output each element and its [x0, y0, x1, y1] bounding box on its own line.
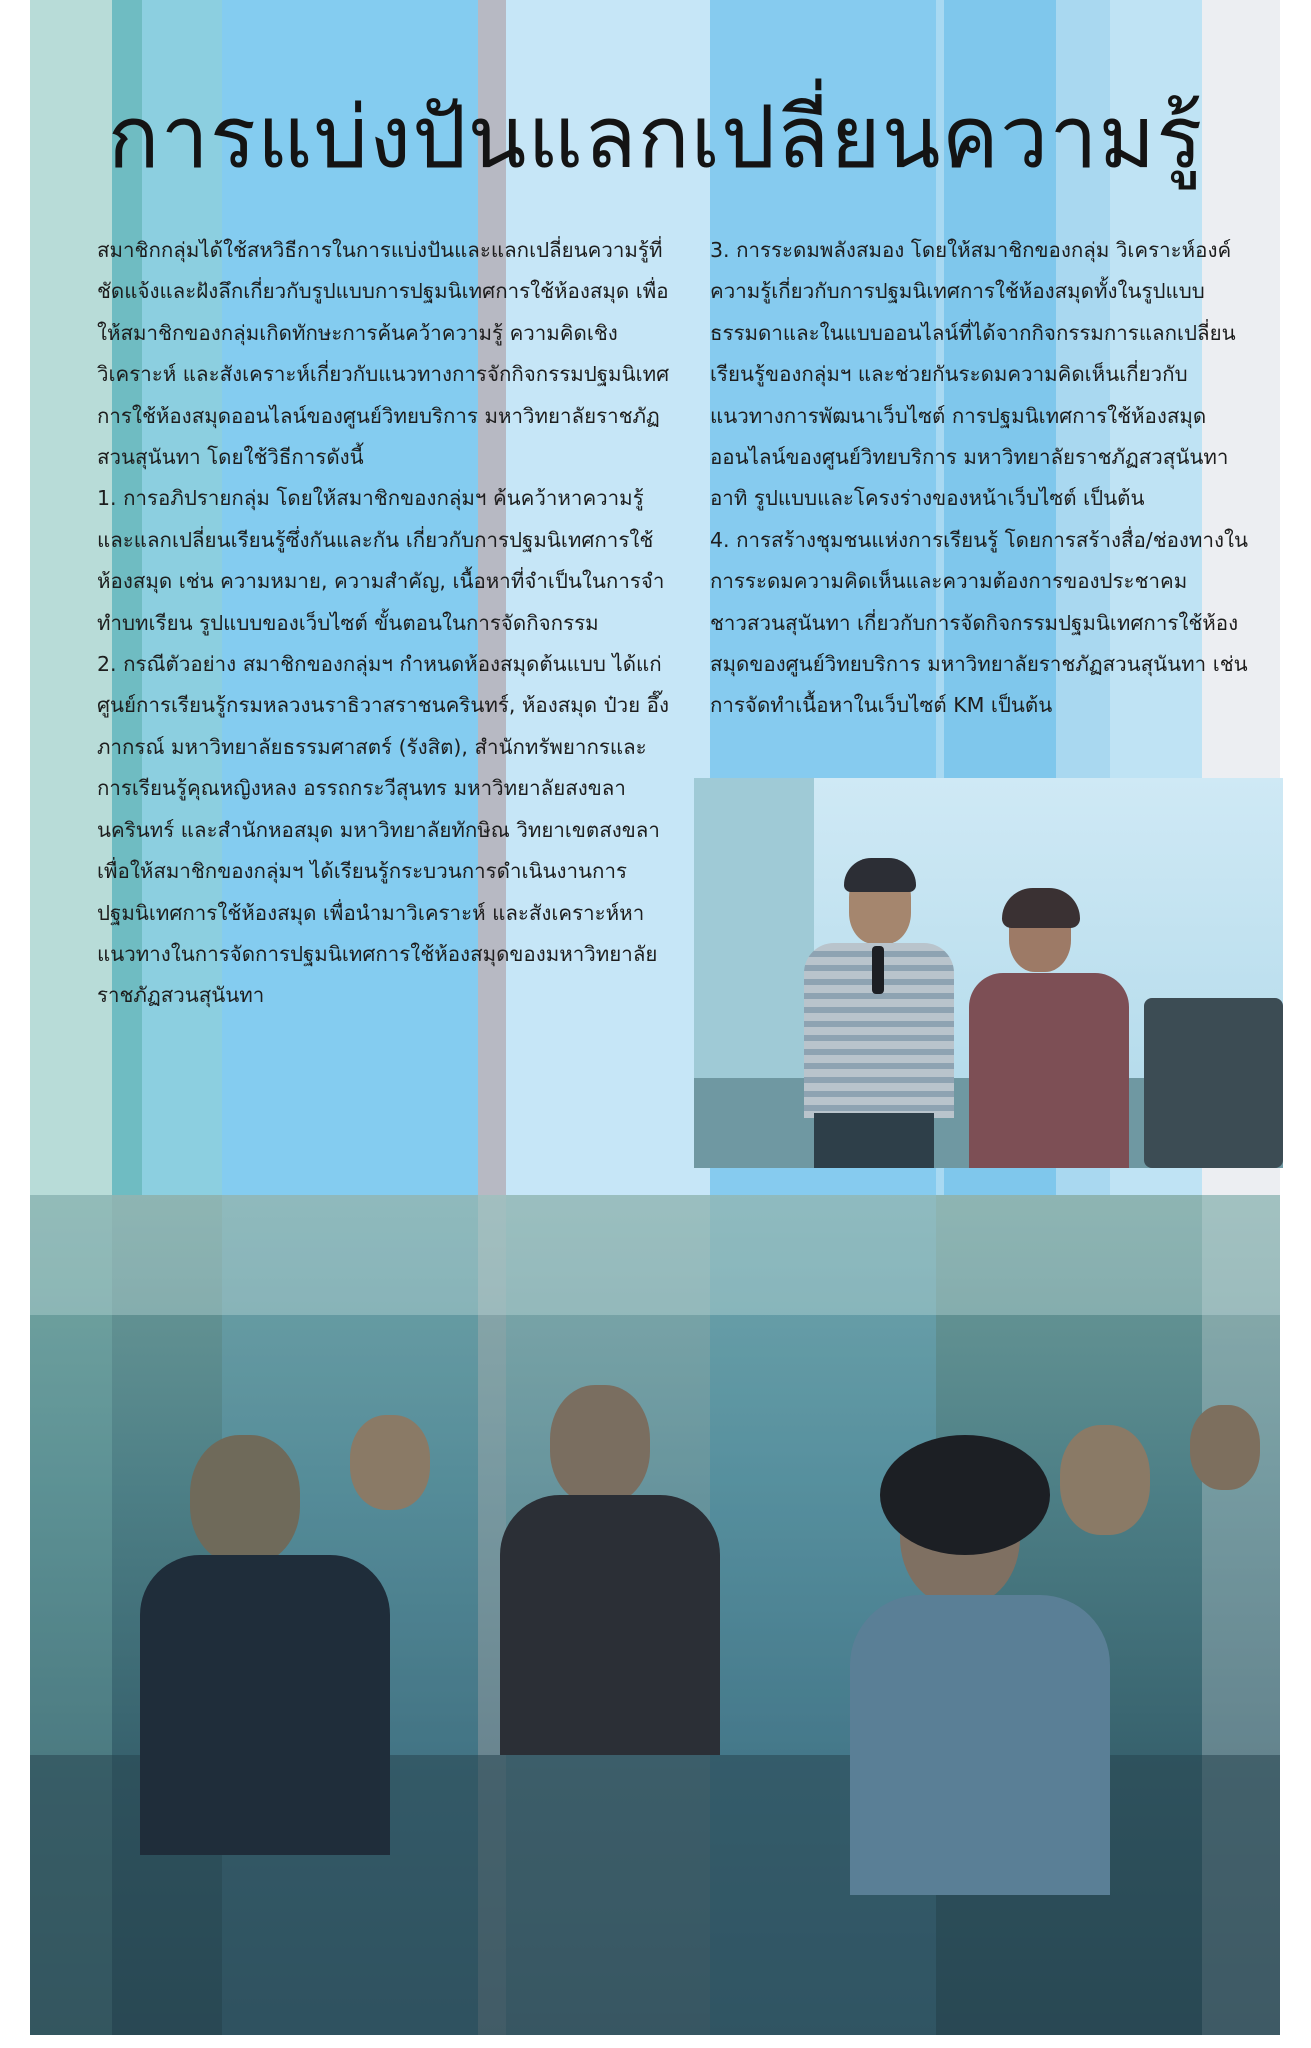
attendee [190, 1435, 300, 1565]
chair [1144, 998, 1283, 1168]
intro-paragraph: สมาชิกกลุ่มได้ใช้สหวิธีการในการแบ่งปันและแลกเปลี่ยนความรู้ที่ชัดแจ้งและฝังลึกเกี่ยวกับรูปแบบการปฐมนิเทศการใช้ห้องสมุด เพื่อให้สมาชิกของกลุ่มเกิดทักษะการค้นคว้าความรู้ ความคิดเชิงวิเคราะห์ และสังเคราะห์เกี่ยวกับแนวทางการจักกิจกรรมปฐมนิเทศการใช้ห้องสมุดออนไลน์ของศูนย์วิทยบริการ มหาวิทยาลัยราชภัฏสวนสุนันทา โดยใช้วิธีการดังนี้ [97, 238, 670, 470]
right-column [710, 230, 1250, 727]
ceiling [30, 1195, 1280, 1315]
method-item-2: 2. กรณีตัวอย่าง สมาชิกของกลุ่มฯ กำหนดห้องสมุดต้นแบบ ได้แก่ ศูนย์การเรียนรู้กรมหลวงนราธิวาสราชนครินทร์, ห้องสมุด ป๋วย อึ๊งภากรณ์ มหาวิทยาลัยธรรมศาสตร์ (รังสิต), สำนักทรัพยากรและการเรียนรู้คุณหญิงหลง อรรถกระวีสุนทร มหาวิทยาลัยสงขลานครินทร์ และสำนักหอสมุด มหาวิทยาลัยทักษิณ วิทยาเขตสงขลา เพื่อให้สมาชิกของกลุ่มฯ ได้เรียนรู้กระบวนการดำเนินงานการปฐมนิเทศการใช้ห้องสมุด เพื่อนำมาวิเคราะห์ และสังเคราะห์หาแนวทางในการจัดการปฐมนิเทศการใช้ห้องสมุดของมหาวิทยาลัยราชภัฏสวนสุนันทา [97, 652, 669, 1008]
audience-photo [30, 1195, 1280, 2035]
attendee-body [850, 1595, 1110, 1895]
speakers-photo [694, 778, 1283, 1168]
microphone [872, 946, 884, 994]
speaker-man-legs [814, 1113, 934, 1168]
attendee-hair [880, 1435, 1050, 1555]
method-item-4: 4. การสร้างชุมชนแห่งการเรียนรู้ โดยการสร้างสื่อ/ช่องทางในการระดมความคิดเห็นและความต้องการของประชาคมชาวสวนสุนันทา เกี่ยวกับการจัดกิจกรรมปฐมนิเทศการใช้ห้องสมุดของศูนย์วิทยบริการ มหาวิทยาลัยราชภัฏสวนสุนันทา เช่น การจัดทำเนื้อหาในเว็บไซต์ KM เป็นต้น [710, 527, 1248, 718]
attendee [550, 1385, 650, 1505]
attendee [1190, 1405, 1260, 1490]
speaker-woman-body [969, 973, 1129, 1168]
left-column [97, 230, 677, 1017]
speaker-woman-hair [1002, 888, 1080, 928]
attendee-body [140, 1555, 390, 1855]
attendee [1060, 1425, 1150, 1535]
attendee [350, 1415, 430, 1510]
method-item-1: 1. การอภิปรายกลุ่ม โดยให้สมาชิกของกลุ่มฯ ค้นคว้าหาความรู้และแลกเปลี่ยนเรียนรู้ซึ่งกันและกัน เกี่ยวกับการปฐมนิเทศการใช้ห้องสมุด เช่น ความหมาย, ความสำคัญ, เนื้อหาที่จำเป็นในการจำทำบทเรียน รูปแบบของเว็บไซต์ ขั้นตอนในการจัดกิจกรรม [97, 486, 665, 635]
page-title: การแบ่งปันแลกเปลี่ยนความรู้ [107, 88, 1204, 188]
method-item-3: 3. การระดมพลังสมอง โดยให้สมาชิกของกลุ่ม วิเคราะห์องค์ความรู้เกี่ยวกับการปฐมนิเทศการใช้ห้องสมุดทั้งในรูปแบบธรรมดาและในแบบออนไลน์ที่ได้จากกิจกรรมการแลกเปลี่ยนเรียนรู้ของกลุ่มฯ และช่วยกันระดมความคิดเห็นเกี่ยวกับแนวทางการพัฒนาเว็บไซต์ การปฐมนิเทศการใช้ห้องสมุดออนไลน์ของศูนย์วิทยบริการ มหาวิทยาลัยราชภัฏสวสุนันทา อาทิ รูปแบบและโครงร่างของหน้าเว็บไซต์ เป็นต้น [710, 238, 1236, 511]
speaker-man-hair [844, 858, 916, 892]
attendee-body [500, 1495, 720, 1755]
